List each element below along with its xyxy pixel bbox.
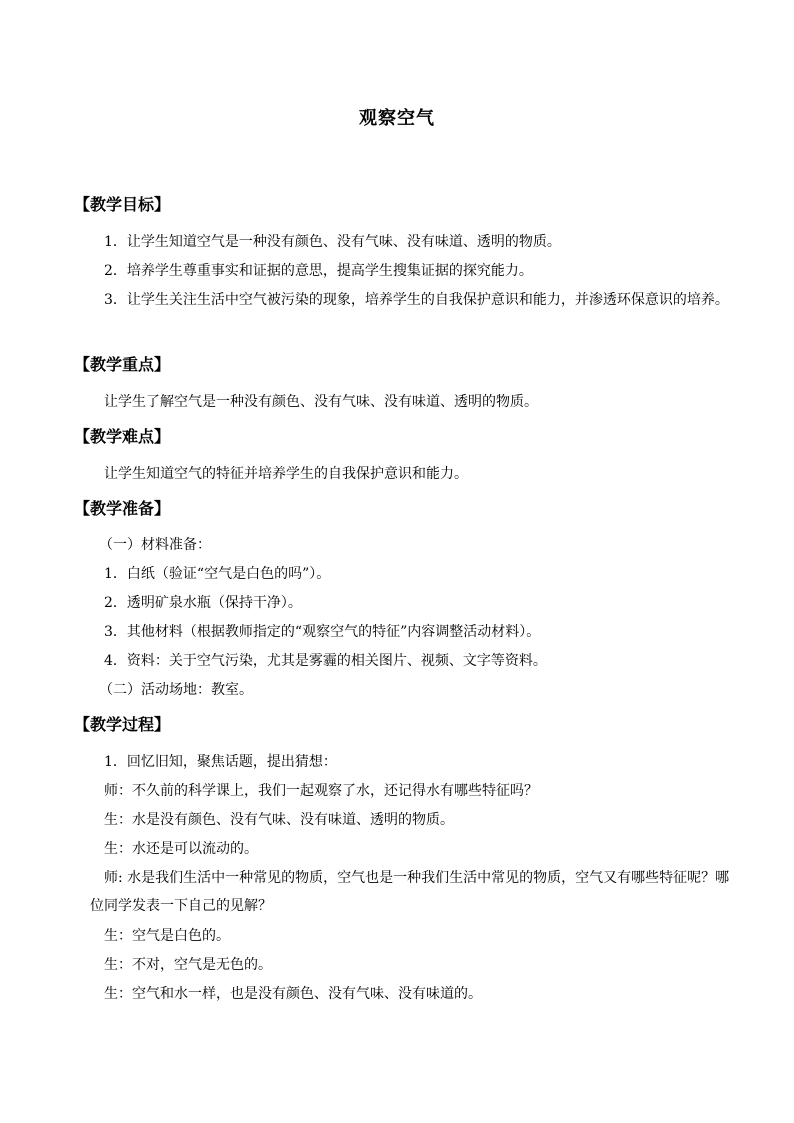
heading-teaching-process: 【教学过程】 <box>74 715 171 734</box>
objective-item-1: 1．让学生知道空气是一种没有颜色、没有气味、没有味道、透明的物质。 <box>104 234 561 250</box>
objective-item-2: 2．培养学生尊重事实和证据的意思，提高学生搜集证据的探究能力。 <box>104 263 533 279</box>
process-line-3: 生：水是没有颜色、没有气味、没有味道、透明的物质。 <box>104 812 454 828</box>
process-line-5: 师: 水是我们生活中一种常见的物质，空气也是一种我们生活中常见的物质，空气又有哪些特征呢？哪位同学发表一下自己的见解？ <box>90 870 730 914</box>
document-title: 观察空气 <box>359 108 435 129</box>
preparation-line-6: （二）活动场地：教室。 <box>99 682 253 698</box>
difficulties-text: 让学生知道空气的特征并培养学生的自我保护意识和能力。 <box>104 466 468 482</box>
process-line-1: 1．回忆旧知，聚焦话题，提出猜想： <box>104 754 337 770</box>
process-line-8: 生：空气和水一样，也是没有颜色、没有气味、没有味道的。 <box>104 986 482 1002</box>
preparation-line-5: 4．资料：关于空气污染，尤其是雾霾的相关图片、视频、文字等资料。 <box>104 653 547 669</box>
process-line-7: 生：不对，空气是无色的。 <box>104 957 272 973</box>
heading-teaching-objectives: 【教学目标】 <box>74 195 171 214</box>
preparation-line-1: （一）材料准备： <box>99 537 211 553</box>
heading-preparation: 【教学准备】 <box>74 499 171 518</box>
key-points-text: 让学生了解空气是一种没有颜色、没有气味、没有味道、透明的物质。 <box>104 394 538 410</box>
heading-key-points: 【教学重点】 <box>74 355 171 374</box>
process-line-2: 师：不久前的科学课上，我们一起观察了水，还记得水有哪些特征吗？ <box>104 783 538 799</box>
preparation-line-2: 1．白纸（验证“空气是白色的吗”）。 <box>104 566 331 582</box>
heading-difficulties: 【教学难点】 <box>74 427 171 446</box>
preparation-line-3: 2．透明矿泉水瓶（保持干净）。 <box>104 595 302 611</box>
objective-item-3: 3．让学生关注生活中空气被污染的现象，培养学生的自我保护意识和能力，并渗透环保意识的培养。 <box>104 292 729 308</box>
process-line-6: 生：空气是白色的。 <box>104 928 230 944</box>
process-line-4: 生：水还是可以流动的。 <box>104 841 258 857</box>
preparation-line-4: 3．其他材料（根据教师指定的“观察空气的特征”内容调整活动材料）。 <box>104 624 541 640</box>
